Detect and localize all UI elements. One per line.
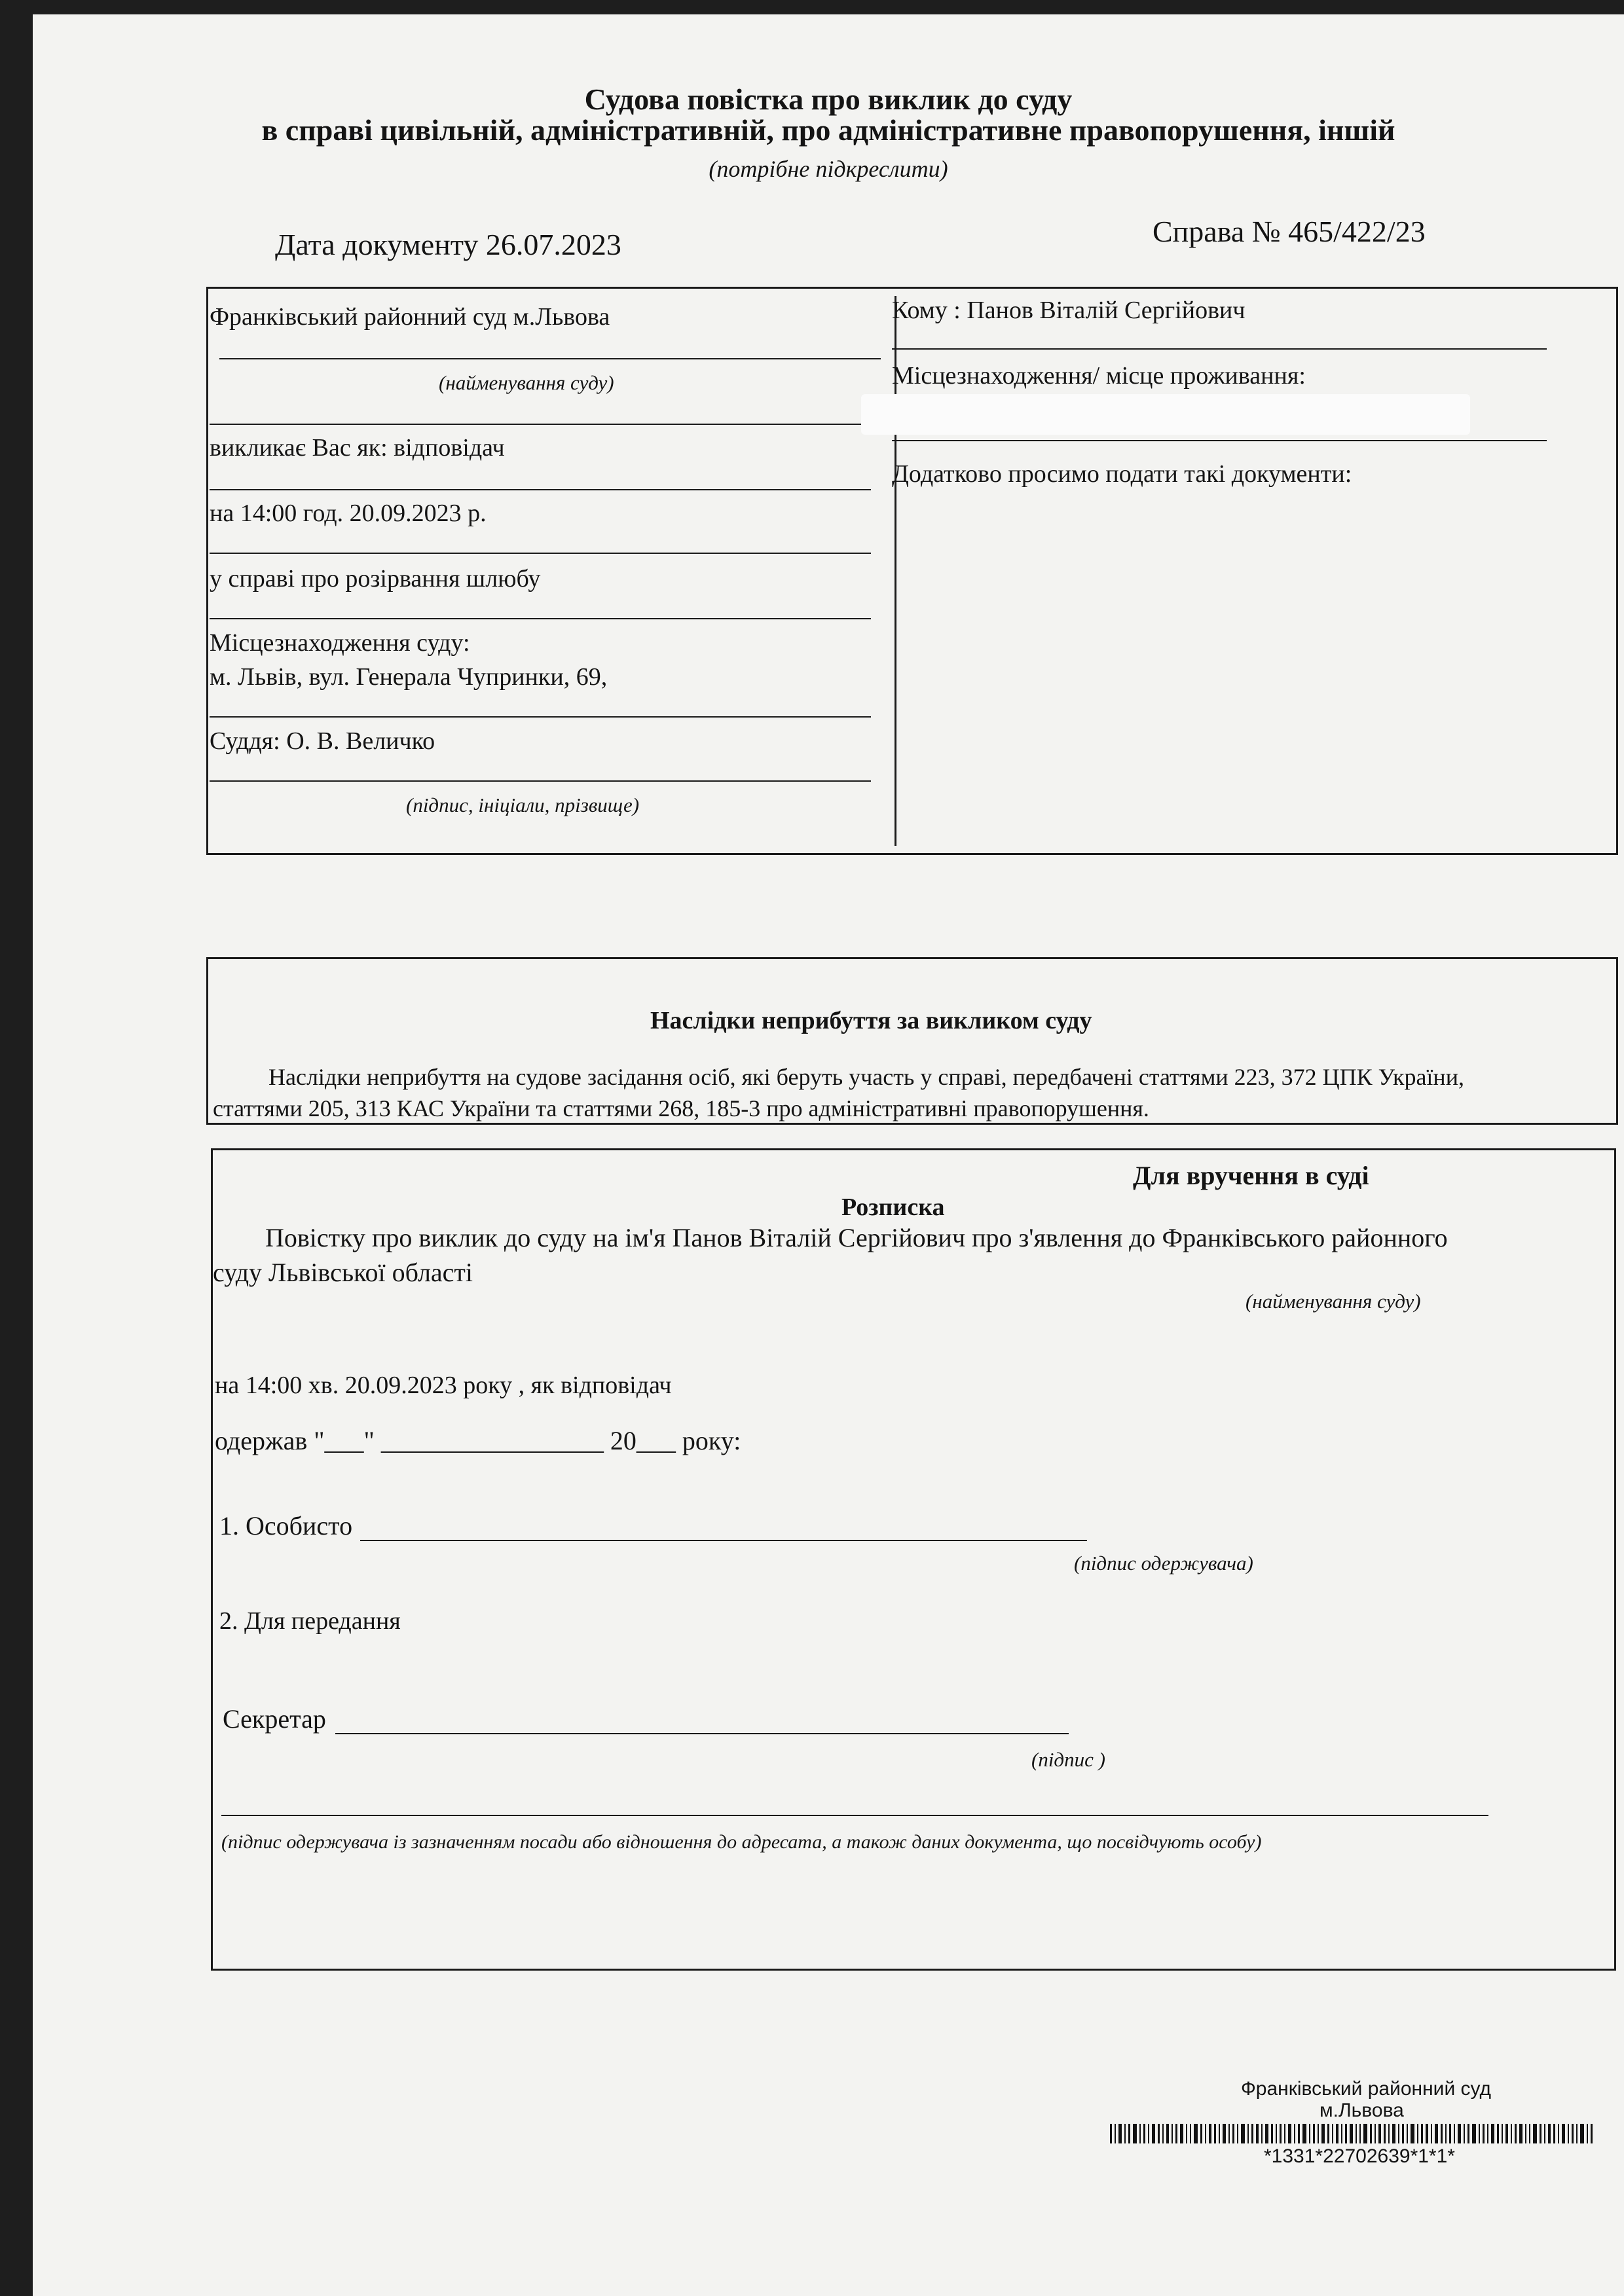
hearing-datetime: на 14:00 год. 20.09.2023 р.: [210, 500, 487, 527]
consequences-text-line1: Наслідки неприбуття на судове засідання осіб, які беруть участь у справі, передбачені статтями 223, 372 ЦПК України,: [268, 1064, 1464, 1090]
personally-label: 1. Особисто: [219, 1511, 353, 1540]
judge-caption: (підпис, ініціали, прізвище): [406, 793, 640, 816]
secretary-label: Секретар: [223, 1704, 326, 1734]
for-court-label: Для вручення в суді: [1133, 1161, 1369, 1190]
receipt-court-caption: (найменування суду): [1246, 1290, 1421, 1313]
footer-caption: (підпис одержувача із зазначенням посади або відношення до адресата, а також даних документа, що посвідчують особу): [221, 1831, 1262, 1853]
receipt-time-line: на 14:00 хв. 20.09.2023 року , як відповідач: [215, 1372, 672, 1399]
stamp-court-line1: Франківський районний суд: [1241, 2078, 1492, 2100]
secretary-signature-line: [335, 1733, 1069, 1734]
court-name: Франківський районний суд м.Львова: [210, 303, 610, 331]
court-name-line: [219, 358, 881, 359]
consequences-title: Наслідки неприбуття за викликом суду: [650, 1007, 1092, 1034]
recipient-name: Кому : Панов Віталій Сергійович: [892, 297, 1246, 324]
residence-label: Місцезнаходження/ місце проживання:: [892, 362, 1306, 390]
separator-line: [210, 424, 871, 425]
document-title-line2: в справі цивільній, адміністративній, про адміністративне правопорушення, іншій: [261, 113, 1395, 147]
court-location-value: м. Львів, вул. Генерала Чупринки, 69,: [210, 663, 608, 691]
summons-role: викликає Вас як: відповідач: [210, 434, 505, 462]
stamp-court-line2: м.Львова: [1320, 2100, 1404, 2121]
separator-line: [210, 716, 871, 718]
documents-label: Додатково просимо подати такі документи:: [892, 460, 1352, 488]
court-name-caption: (найменування суду): [439, 371, 614, 394]
court-location-label: Місцезнаходження суду:: [210, 629, 470, 657]
separator-line: [210, 618, 871, 619]
receipt-line2: суду Львівської області: [213, 1258, 473, 1287]
received-line: одержав "___" _________________ 20___ року:: [215, 1426, 741, 1455]
case-number: Справа № 465/422/23: [1153, 215, 1426, 248]
recipient-line: [892, 348, 1547, 350]
document-page: [33, 14, 1624, 2296]
barcode-text: *1331*22702639*1*1*: [1264, 2145, 1455, 2167]
consequences-text-line2: статтями 205, 313 КАС України та статтями 268, 185-3 про адміністративні правопорушення.: [213, 1095, 1149, 1121]
separator-line: [210, 489, 871, 490]
case-subject: у справі про розірвання шлюбу: [210, 565, 541, 592]
transfer-label: 2. Для передання: [219, 1607, 401, 1635]
barcode: [1110, 2124, 1595, 2143]
receipt-title: Розписка: [841, 1194, 945, 1221]
receipt-line1: Повістку про виклик до суду на ім'я Панов Віталій Сергійович про з'явлення до Франківського районного: [265, 1223, 1448, 1252]
residence-line: [892, 440, 1547, 441]
personally-caption: (підпис одержувача): [1074, 1552, 1253, 1575]
separator-line: [210, 553, 871, 554]
document-subtitle: (потрібне підкреслити): [709, 156, 948, 182]
document-title: Судова повістка про виклик до суду: [584, 82, 1073, 116]
judge-signature-line: [210, 780, 871, 782]
recipient-signature-line: [221, 1815, 1488, 1816]
secretary-caption: (підпис ): [1031, 1748, 1105, 1771]
personally-signature-line: [360, 1540, 1087, 1541]
judge-name: Суддя: О. В. Величко: [210, 727, 435, 755]
redacted-address: [861, 394, 1470, 435]
document-date: Дата документу 26.07.2023: [275, 228, 621, 261]
